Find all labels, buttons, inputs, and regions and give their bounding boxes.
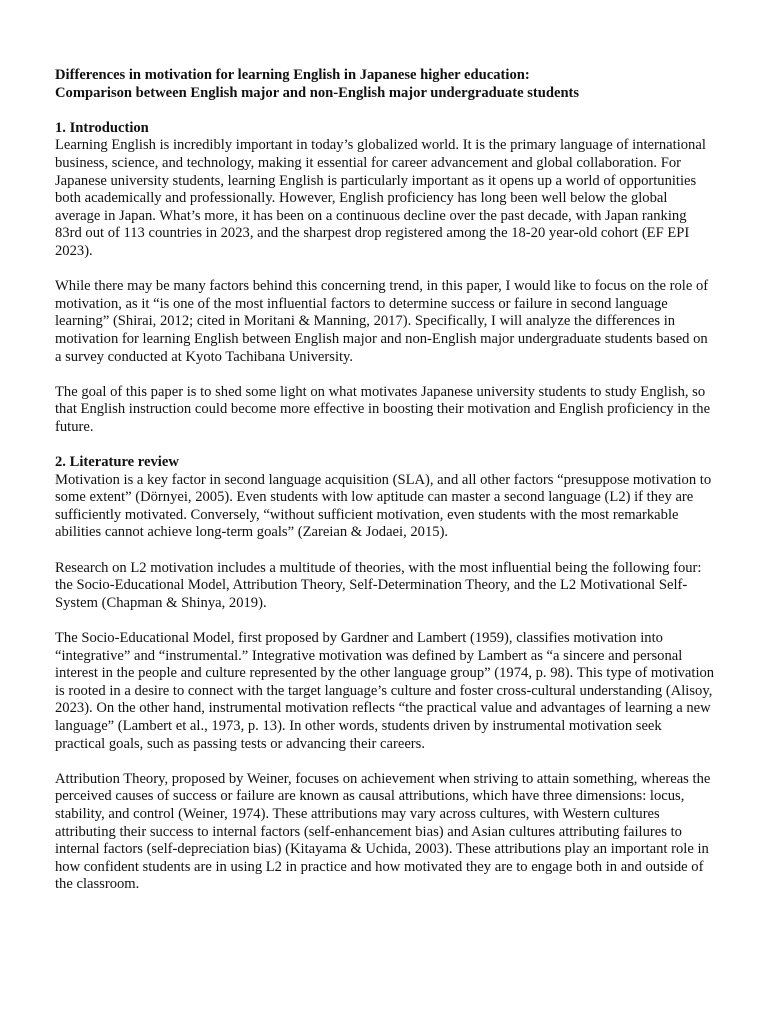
- document-title-line-2: Comparison between English major and non-English major undergraduate students: [55, 84, 580, 101]
- literature-review-paragraph-2: Research on L2 motivation includes a multitude of theories, with the most influential being the following four: the Socio-Educational Model, Attribution Theory, Self-Determination Theory, and the L2 Motivational Self-System (Chapman & Shinya, 2019).: [55, 559, 702, 611]
- introduction-paragraph-2: While there may be many factors behind this concerning trend, in this paper, I would like to focus on the role of motivation, as it “is one of the most influential factors to determine success or failure in second language learning” (Shirai, 2012; cited in Moritani & Manning, 2017). Specifically, I will analyze the differences in motivation for learning English between English major and non-English major undergraduate students based on a survey conducted at Kyoto Tachibana University.: [55, 278, 709, 365]
- document-title-line-1: Differences in motivation for learning English in Japanese higher education:: [55, 67, 530, 83]
- introduction-paragraph-1: Learning English is incredibly important in today’s globalized world. It is the primary language of international business, science, and technology, making it essential for career advancement and global collaboration. For Japanese university students, learning English is particularly important as it opens up a world of opportunities both academically and professionally. However, English proficiency has long been well below the global average in Japan. What’s more, it has been on a continuous decline over the past decade, with Japan ranking 83rd out of 113 countries in 2023, and the sharpest drop registered among the 18-20 year-old cohort (EF EPI 2023).: [55, 137, 706, 259]
- literature-review-paragraph-4: Attribution Theory, proposed by Weiner, focuses on achievement when striving to attain something, whereas the perceived causes of success or failure are known as causal attributions, which have three dimensions: locus, stability, and control (Weiner, 1974). These attributions may vary across cultures, with Western cultures attributing their success to internal factors (self-enhancement bias) and Asian cultures attributing failures to internal factors (self-depreciation bias) (Kitayama & Uchida, 2003). These attributions play an important role in how confident students are in using L2 in practice and how motivated they are to engage both in and outside of the classroom.: [55, 770, 711, 893]
- section-heading-introduction: 1. Introduction: [55, 119, 149, 136]
- document-page: [55, 67, 715, 894]
- literature-review-paragraph-1: Motivation is a key factor in second language acquisition (SLA), and all other factors “presuppose motivation to some extent” (Dörnyei, 2005). Even students with low aptitude can master a second language (L2) if they are sufficiently motivated. Conversely, “without sufficient motivation, even students with the most remarkable abilities cannot achieve long-term goals” (Zareian & Jodaei, 2015).: [55, 471, 712, 541]
- literature-review-paragraph-3: The Socio-Educational Model, first proposed by Gardner and Lambert (1959), classifies motivation into “integrative” and “instrumental.” Integrative motivation was defined by Lambert as “a sincere and personal interest in the people and culture represented by the other language group” (1974, p. 98). This type of motivation is rooted in a desire to connect with the target language’s culture and foster cross-cultural understanding (Alisoy, 2023). On the other hand, instrumental motivation reflects “the practical value and advantages of learning a new language” (Lambert et al., 1973, p. 13). In other words, students driven by instrumental motivation seek practical goals, such as passing tests or advancing their careers.: [55, 630, 715, 752]
- introduction-paragraph-3: The goal of this paper is to shed some light on what motivates Japanese university students to study English, so that English instruction could become more effective in boosting their motivation and English proficiency in the future.: [55, 383, 711, 435]
- section-introduction: [55, 120, 715, 437]
- document-title: [55, 67, 715, 102]
- section-heading-literature-review: 2. Literature review: [55, 454, 179, 471]
- section-literature-review: [55, 454, 715, 894]
